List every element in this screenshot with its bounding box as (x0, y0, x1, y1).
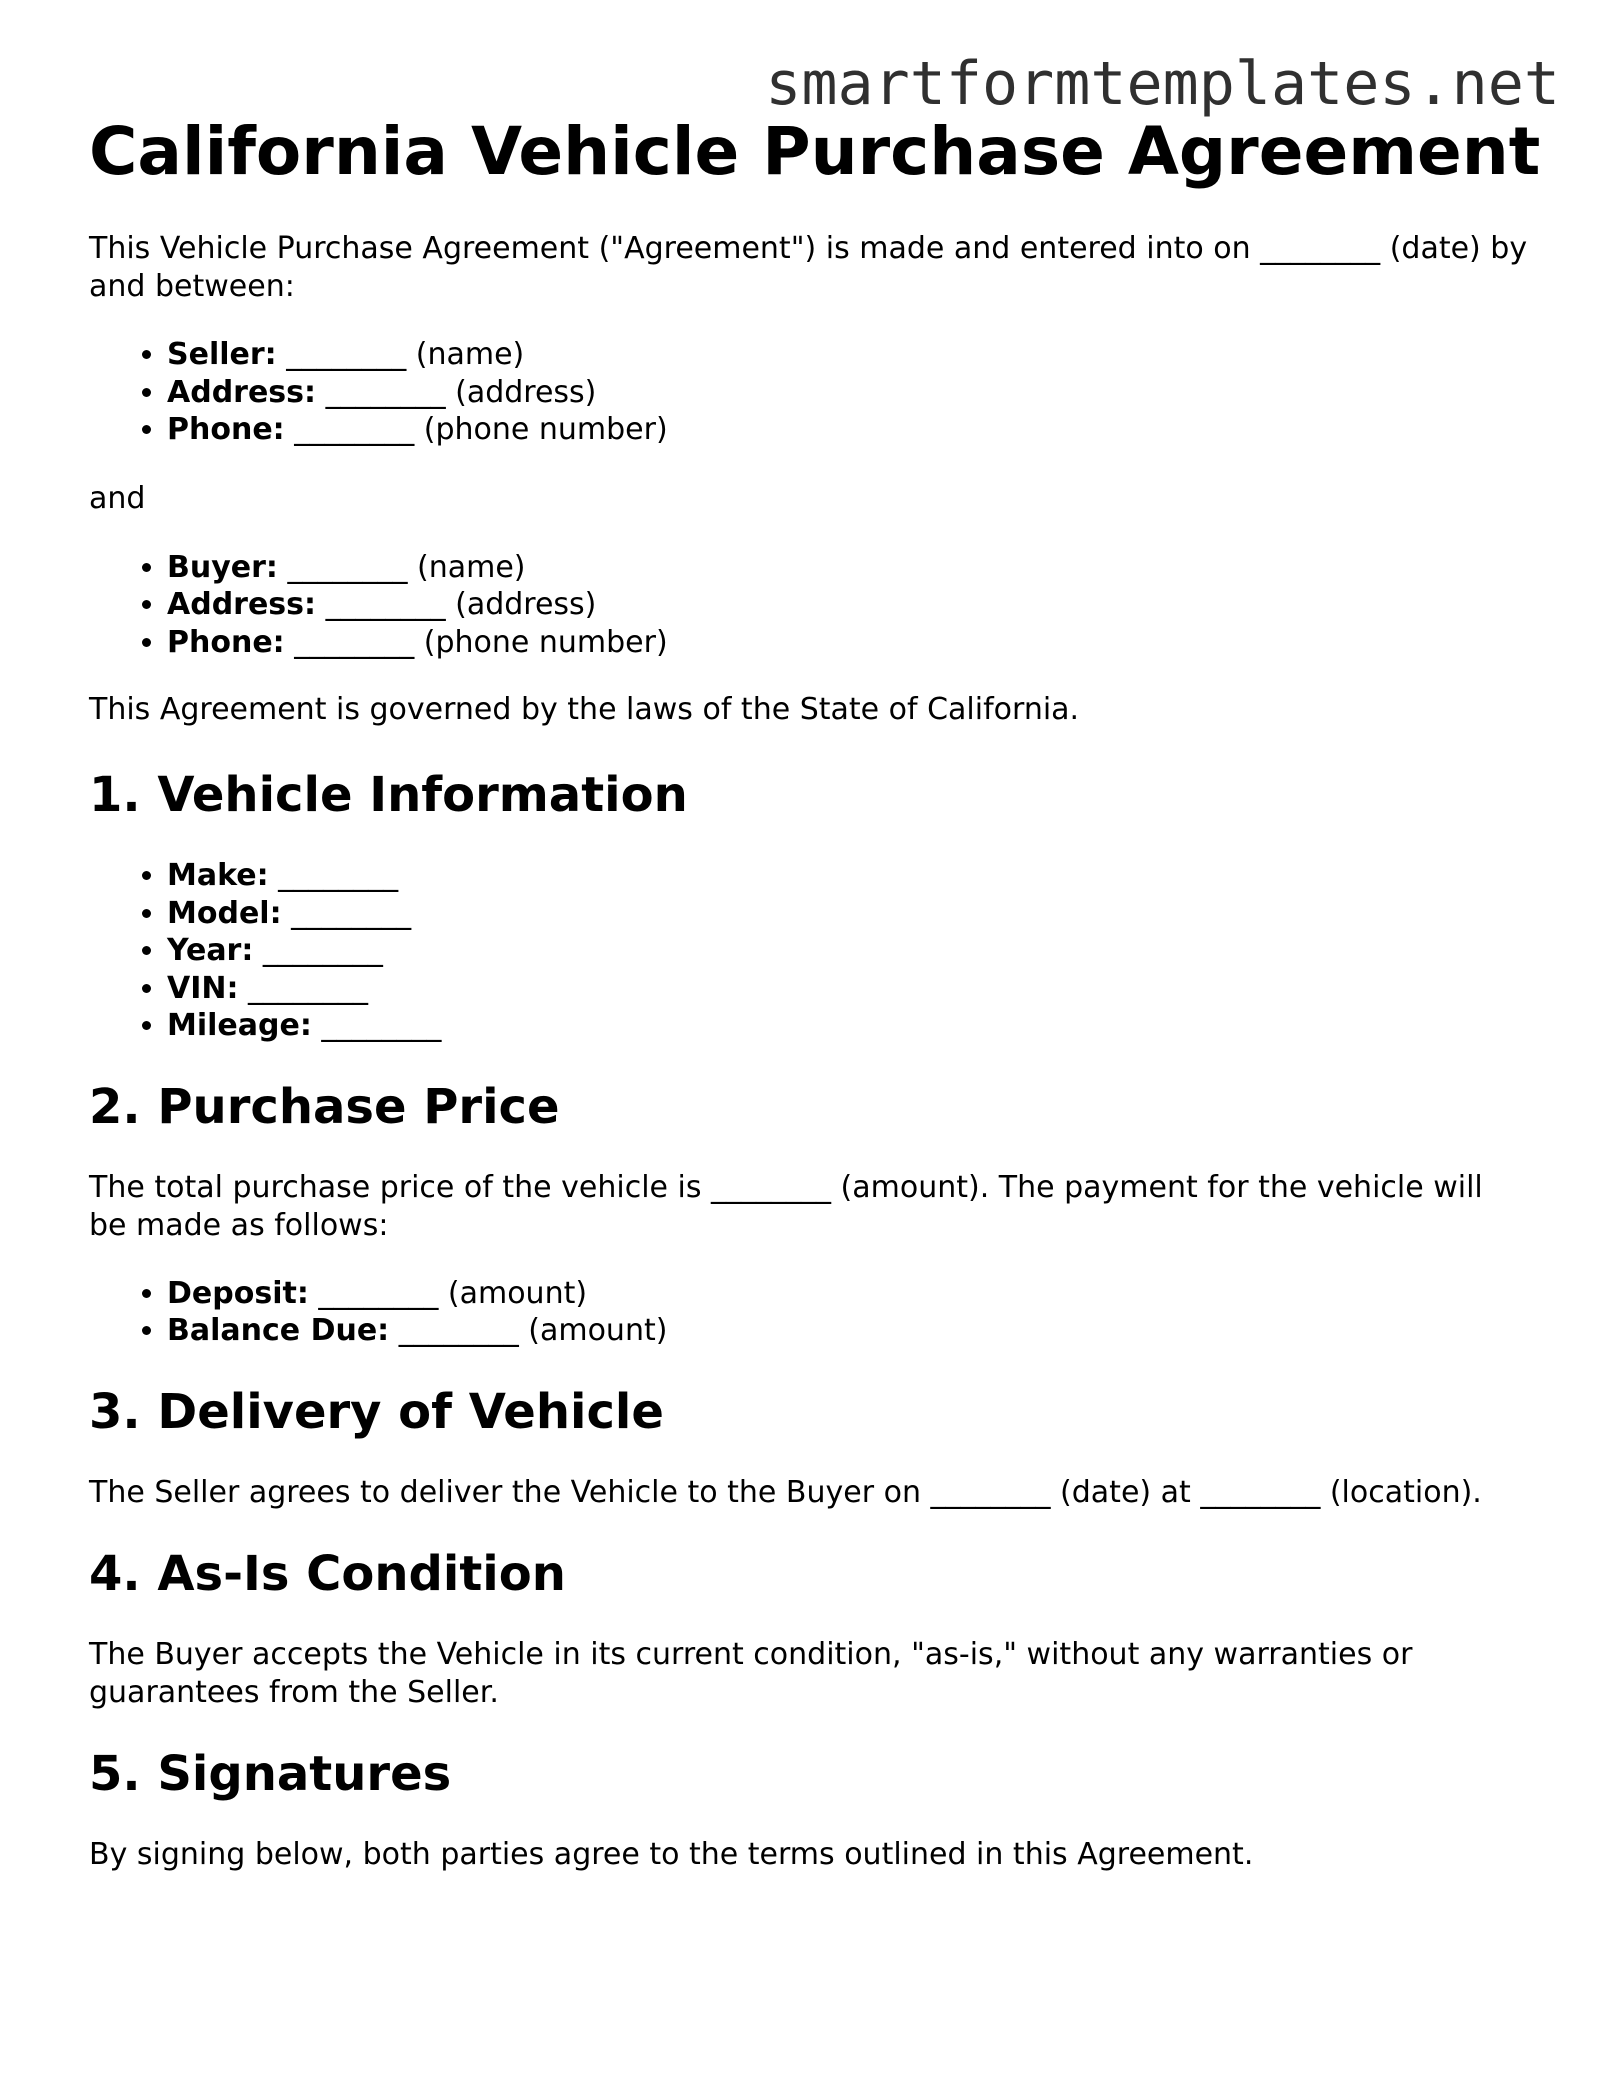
intro-paragraph: This Vehicle Purchase Agreement ("Agreement") is made and entered into on ________ (date) by and between: (89, 231, 1528, 304)
field-label: Make: (167, 858, 269, 893)
field-blank: ________ (321, 1008, 442, 1043)
seller-phone-item (167, 411, 1529, 449)
field-label: Model: (167, 895, 282, 931)
vehicle-mileage-item (167, 1007, 1529, 1045)
field-blank: ________ (248, 970, 369, 1006)
buyer-address-item (167, 586, 1529, 624)
field-blank: ________ (address) (325, 374, 597, 410)
field-blank: ________ (291, 895, 412, 931)
governing-law-paragraph: This Agreement is governed by the laws of the State of California. (89, 692, 1080, 727)
buyer-name-item (167, 549, 1529, 587)
field-label: Address: (167, 587, 317, 622)
field-label: Balance Due: (167, 1313, 390, 1348)
field-blank: ________ (name) (287, 549, 526, 585)
vehicle-vin-item (167, 970, 1529, 1008)
vehicle-info-list (89, 857, 1529, 1045)
field-label: Phone: (167, 412, 285, 447)
field-blank: ________ (amount) (398, 1313, 668, 1348)
as-is-heading: 4. As-Is Condition (89, 1545, 566, 1602)
field-label: Deposit: (167, 1275, 309, 1311)
delivery-heading: 3. Delivery of Vehicle (89, 1383, 664, 1440)
vehicle-make-item (167, 857, 1529, 895)
seller-details-list (89, 336, 1529, 449)
document-title: California Vehicle Purchase Agreement (89, 113, 1541, 190)
field-blank: ________ (name) (286, 337, 525, 372)
buyer-phone-item (167, 624, 1529, 662)
field-blank: ________ (phone number) (294, 624, 668, 660)
buyer-details-list (89, 549, 1529, 662)
signatures-heading: 5. Signatures (89, 1745, 452, 1802)
and-text: and (89, 480, 146, 516)
purchase-price-heading: 2. Purchase Price (89, 1078, 560, 1135)
field-label: Year: (167, 933, 254, 968)
as-is-paragraph: The Buyer accepts the Vehicle in its current condition, "as-is," without any warranties or guarantees from the Seller. (89, 1636, 1413, 1710)
field-blank: ________ (address) (325, 587, 597, 622)
field-label: Address: (167, 374, 317, 410)
field-label: Buyer: (167, 549, 278, 585)
seller-address-item (167, 374, 1529, 412)
field-blank: ________ (phone number) (294, 412, 668, 447)
watermark-text: smartformtemplates.net (765, 49, 1560, 119)
payment-list (89, 1275, 1529, 1350)
field-blank: ________ (amount) (318, 1275, 588, 1311)
vehicle-year-item (167, 932, 1529, 970)
field-label: Mileage: (167, 1008, 312, 1043)
field-label: Seller: (167, 337, 277, 372)
purchase-price-paragraph: The total purchase price of the vehicle is ________ (amount). The payment for the vehicle will be made as follows: (89, 1169, 1483, 1243)
field-label: Phone: (167, 624, 285, 660)
deposit-item (167, 1275, 1529, 1313)
signatures-paragraph: By signing below, both parties agree to the terms outlined in this Agreement. (89, 1836, 1254, 1872)
field-blank: ________ (278, 858, 399, 893)
agreement-document (89, 108, 1541, 1874)
seller-name-item (167, 336, 1529, 374)
field-blank: ________ (262, 933, 383, 968)
delivery-paragraph: The Seller agrees to deliver the Vehicle to the Buyer on ________ (date) at ________ (location). (89, 1474, 1482, 1510)
vehicle-info-heading: 1. Vehicle Information (89, 767, 688, 823)
field-label: VIN: (167, 970, 239, 1006)
balance-due-item (167, 1312, 1529, 1350)
vehicle-model-item (167, 895, 1529, 933)
